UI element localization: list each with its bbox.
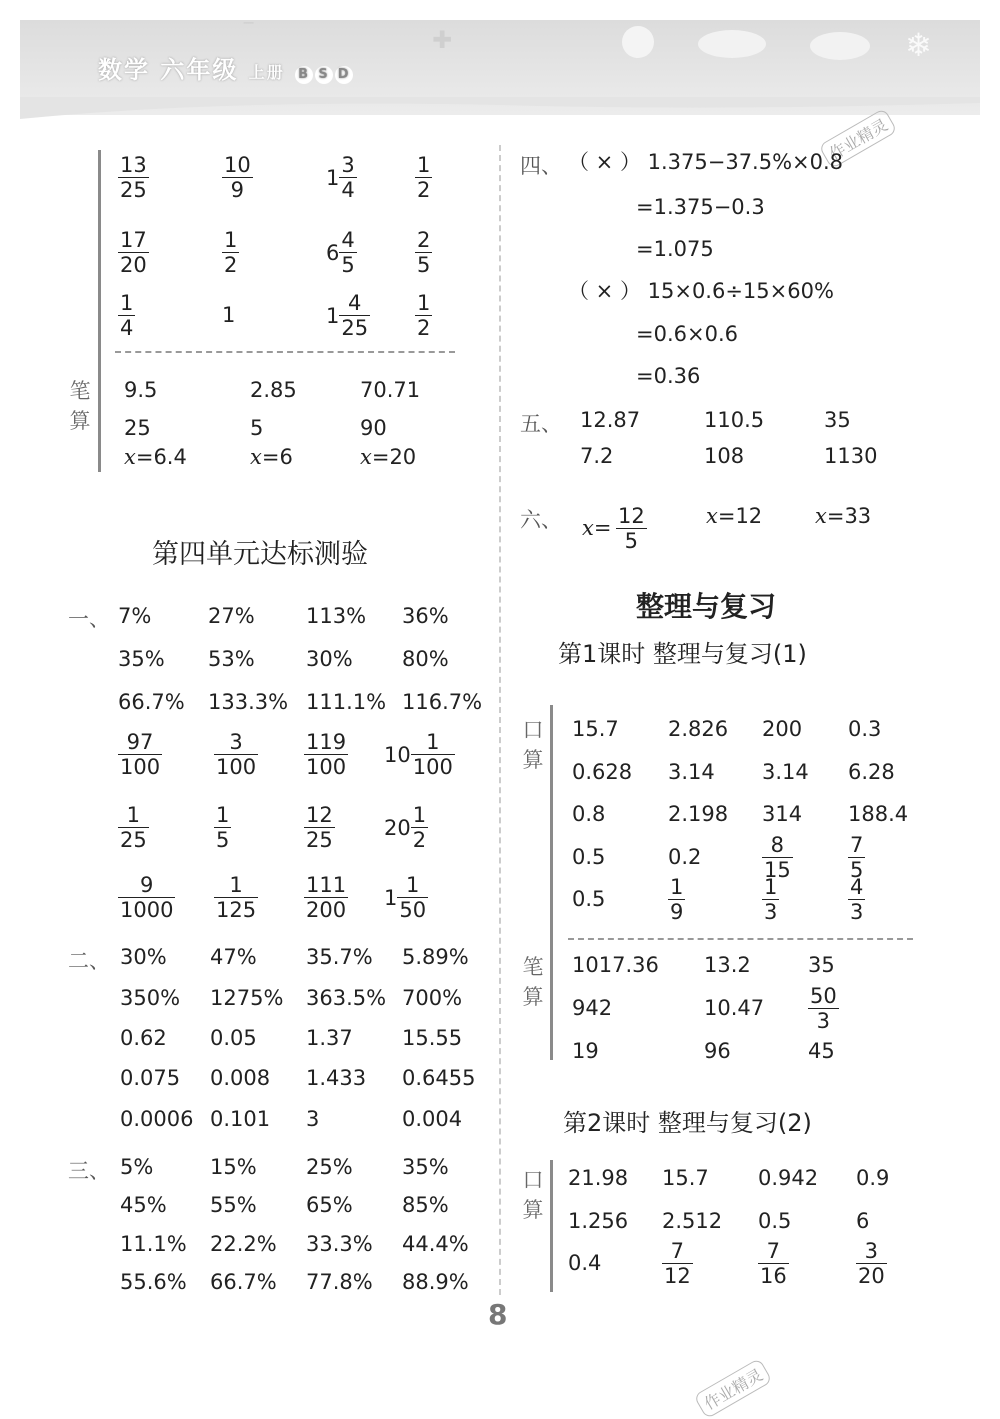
- answer-cell: 5%: [120, 1155, 154, 1179]
- kousuan-label-2: 口算: [522, 1168, 544, 1222]
- answer-cell: 21.98: [568, 1166, 629, 1190]
- answer-cell: 0.008: [210, 1066, 271, 1090]
- answer-cell: 30%: [120, 945, 167, 969]
- answer-cell: $\frac{7}{5}$: [850, 833, 864, 882]
- sec4-line: （ × ） 1.375−37.5%×0.8: [568, 150, 844, 174]
- answer-cell: 35%: [402, 1155, 449, 1179]
- answer-cell: $\frac{3}{100}$: [216, 730, 257, 779]
- watermark-bottom: 作业精灵: [693, 1358, 772, 1419]
- bisuan-cell: 45: [808, 1039, 835, 1063]
- sec1-label: 一、: [68, 607, 110, 631]
- bisuan-label: 笔算: [69, 379, 91, 433]
- answer-cell: 80%: [402, 647, 449, 671]
- unit-title: 第四单元达标测验: [152, 539, 368, 570]
- answer-cell: x=33: [815, 504, 872, 528]
- answer-cell: 188.4: [848, 802, 909, 826]
- answer-cell: $\frac{3}{20}$: [858, 1239, 885, 1288]
- answer-cell: 35.7%: [306, 945, 373, 969]
- answer-cell: 15%: [210, 1155, 257, 1179]
- answer-cell: 85%: [402, 1193, 449, 1217]
- answer-cell: $\frac{1}{9}$: [670, 875, 684, 924]
- sec6-label: 六、: [520, 508, 562, 532]
- answer-cell: 1275%: [210, 986, 284, 1010]
- lesson1-title: 第1课时 整理与复习(1): [558, 640, 807, 668]
- answer-cell: 1.256: [568, 1209, 629, 1233]
- bisuan-label-right: 笔算: [522, 955, 544, 1009]
- bisuan-cell: 19: [572, 1039, 599, 1063]
- bisuan-cell: $\frac{50}{3}$: [810, 984, 837, 1033]
- answer-cell: 0.0006: [120, 1107, 194, 1131]
- bisuan-cell: x=6: [250, 445, 293, 469]
- answer-cell: $\frac{9}{1000}$: [120, 873, 174, 922]
- answer-cell: 1: [222, 303, 236, 327]
- lesson1-bar: [550, 705, 553, 1060]
- answer-cell: 0.05: [210, 1026, 257, 1050]
- answer-cell: 2.512: [662, 1209, 723, 1233]
- answer-cell: 35%: [118, 647, 165, 671]
- answer-cell: 30%: [306, 647, 353, 671]
- answer-cell: $\frac{17}{20}$: [120, 228, 147, 277]
- answer-cell: 0.9: [856, 1166, 890, 1190]
- answer-cell: 108: [704, 444, 745, 468]
- answer-cell: 12.87: [580, 408, 641, 432]
- answer-cell: 2.826: [668, 717, 729, 741]
- bisuan-cell: 2.85: [250, 378, 297, 402]
- answer-cell: 700%: [402, 986, 463, 1010]
- edition-badge: B S D: [295, 56, 355, 84]
- svg-text:✚: ✚: [432, 26, 453, 54]
- answer-cell: 55.6%: [120, 1270, 187, 1294]
- answer-cell: 6: [856, 1209, 870, 1233]
- divider: [115, 351, 455, 353]
- answer-cell: 33.3%: [306, 1232, 373, 1256]
- answer-cell: 2.198: [668, 802, 729, 826]
- answer-cell: 110.5: [704, 408, 765, 432]
- answer-cell: 363.5%: [306, 986, 387, 1010]
- answer-cell: x=12: [706, 504, 763, 528]
- bisuan-cell: 1017.36: [572, 953, 659, 977]
- header-title: [98, 50, 355, 85]
- answer-cell: 27%: [208, 604, 255, 628]
- bisuan-cell: 35: [808, 953, 835, 977]
- answer-cell: $\frac{1}{5}$: [216, 803, 230, 852]
- answer-cell: 1 $\frac{3}{4}$: [326, 153, 355, 202]
- answer-cell: $\frac{7}{16}$: [760, 1239, 787, 1288]
- answer-cell: 44.4%: [402, 1232, 469, 1256]
- answer-cell: 200: [762, 717, 803, 741]
- kousuan-label: 口算: [522, 718, 544, 772]
- bisuan-cell: x=6.4: [124, 445, 187, 469]
- lesson2-title: 第2课时 整理与复习(2): [563, 1109, 812, 1137]
- answer-cell: 350%: [120, 986, 181, 1010]
- answer-cell: 0.8: [572, 802, 606, 826]
- sec3-label: 三、: [68, 1159, 110, 1183]
- answer-cell: 0.5: [572, 845, 606, 869]
- answer-cell: $\frac{13}{25}$: [120, 153, 147, 202]
- answer-cell: 0.6455: [402, 1066, 476, 1090]
- answer-cell: 47%: [210, 945, 257, 969]
- answer-cell: 65%: [306, 1193, 353, 1217]
- sec4-label: 四、: [520, 154, 562, 178]
- page-header: [20, 20, 980, 115]
- bisuan-cell: 70.71: [360, 378, 421, 402]
- left-top-bar: [98, 150, 101, 472]
- answer-cell: 0.5: [758, 1209, 792, 1233]
- review-title: 整理与复习: [636, 590, 777, 623]
- answer-cell: 7%: [118, 604, 152, 628]
- answer-cell: 20 $\frac{1}{2}$: [384, 803, 427, 852]
- bisuan-cell: 9.5: [124, 378, 158, 402]
- answer-cell: 15.7: [662, 1166, 709, 1190]
- answer-cell: 53%: [208, 647, 255, 671]
- bisuan-cell: 10.47: [704, 996, 765, 1020]
- answer-cell: 111.1%: [306, 690, 387, 714]
- answer-cell: $\frac{97}{100}$: [120, 730, 161, 779]
- sec4-line: =0.36: [636, 364, 701, 388]
- answer-cell: $\frac{119}{100}$: [306, 730, 347, 779]
- answer-cell: $\frac{4}{3}$: [850, 875, 864, 924]
- answer-cell: 1 $\frac{1}{50}$: [384, 873, 427, 922]
- answer-cell: 314: [762, 802, 803, 826]
- answer-cell: 0.942: [758, 1166, 819, 1190]
- subject: 数学: [98, 56, 150, 84]
- answer-cell: 25%: [306, 1155, 353, 1179]
- answer-cell: 35: [824, 408, 851, 432]
- answer-cell: 0.2: [668, 845, 702, 869]
- bisuan-cell: 96: [704, 1039, 731, 1063]
- answer-cell: 7.2: [580, 444, 614, 468]
- answer-cell: 1130: [824, 444, 878, 468]
- answer-cell: 3.14: [668, 760, 715, 784]
- bisuan-cell: x=20: [360, 445, 417, 469]
- answer-cell: x= $\frac{12}{5}$: [582, 504, 645, 553]
- bisuan-cell: 5: [250, 416, 264, 440]
- answer-cell: 0.5: [572, 887, 606, 911]
- answer-cell: 0.4: [568, 1251, 602, 1275]
- answer-cell: 5.89%: [402, 945, 469, 969]
- answer-cell: $\frac{8}{15}$: [764, 833, 791, 882]
- watermark: 作业精灵: [818, 108, 897, 169]
- svg-text:−: −: [242, 20, 256, 32]
- answer-cell: 116.7%: [402, 690, 483, 714]
- answer-cell: 0.628: [572, 760, 633, 784]
- sec4-line: =1.375−0.3: [636, 195, 765, 219]
- bisuan-cell: 25: [124, 416, 151, 440]
- answer-cell: 113%: [306, 604, 367, 628]
- answer-cell: $\frac{1}{3}$: [764, 875, 778, 924]
- answer-cell: 22.2%: [210, 1232, 277, 1256]
- answer-cell: 88.9%: [402, 1270, 469, 1294]
- lesson2-bar: [550, 1160, 553, 1292]
- volume: 上册: [248, 63, 285, 82]
- answer-cell: $\frac{10}{9}$: [224, 153, 251, 202]
- grade: 六年级: [160, 56, 239, 84]
- answer-cell: $\frac{2}{5}$: [417, 228, 431, 277]
- answer-cell: 6.28: [848, 760, 895, 784]
- answer-cell: 0.004: [402, 1107, 463, 1131]
- sec5-label: 五、: [520, 412, 562, 436]
- answer-cell: $\frac{1}{4}$: [120, 291, 134, 340]
- answer-cell: 15.7: [572, 717, 619, 741]
- lesson1-divider: [568, 938, 913, 940]
- sec4-line: =0.6×0.6: [636, 322, 738, 346]
- bisuan-cell: 942: [572, 996, 613, 1020]
- answer-cell: $\frac{12}{25}$: [306, 803, 333, 852]
- answer-cell: $\frac{1}{125}$: [216, 873, 257, 922]
- answer-cell: $\frac{1}{25}$: [120, 803, 147, 852]
- answer-cell: 0.075: [120, 1066, 181, 1090]
- page-number: 8: [488, 1298, 508, 1331]
- answer-cell: $\frac{1}{2}$: [224, 228, 238, 277]
- answer-cell: 133.3%: [208, 690, 289, 714]
- answer-cell: $\frac{7}{12}$: [664, 1239, 691, 1288]
- answer-cell: $\frac{1}{2}$: [417, 291, 431, 340]
- sec4-line: =1.075: [636, 237, 714, 261]
- answer-cell: 3: [306, 1107, 320, 1131]
- answer-cell: 3.14: [762, 760, 809, 784]
- answer-cell: 1.37: [306, 1026, 353, 1050]
- answer-cell: 0.62: [120, 1026, 167, 1050]
- answer-cell: 0.101: [210, 1107, 271, 1131]
- answer-cell: 55%: [210, 1193, 257, 1217]
- sec4-line: （ × ） 15×0.6÷15×60%: [568, 279, 834, 303]
- answer-cell: 45%: [120, 1193, 167, 1217]
- answer-cell: 6 $\frac{4}{5}$: [326, 228, 355, 277]
- answer-cell: 0.3: [848, 717, 882, 741]
- answer-cell: 77.8%: [306, 1270, 373, 1294]
- answer-cell: 66.7%: [210, 1270, 277, 1294]
- answer-cell: $\frac{1}{2}$: [417, 153, 431, 202]
- bisuan-cell: 13.2: [704, 953, 751, 977]
- bisuan-cell: 90: [360, 416, 387, 440]
- svg-text:❄: ❄: [905, 26, 932, 64]
- answer-cell: 15.55: [402, 1026, 463, 1050]
- answer-cell: 36%: [402, 604, 449, 628]
- answer-cell: 1.433: [306, 1066, 367, 1090]
- answer-cell: 10 $\frac{1}{100}$: [384, 730, 453, 779]
- center-divider: [499, 145, 501, 1295]
- answer-cell: 66.7%: [118, 690, 185, 714]
- answer-cell: 1 $\frac{4}{25}$: [326, 291, 369, 340]
- sec2-label: 二、: [68, 949, 110, 973]
- answer-cell: $\frac{111}{200}$: [306, 873, 347, 922]
- answer-cell: 11.1%: [120, 1232, 187, 1256]
